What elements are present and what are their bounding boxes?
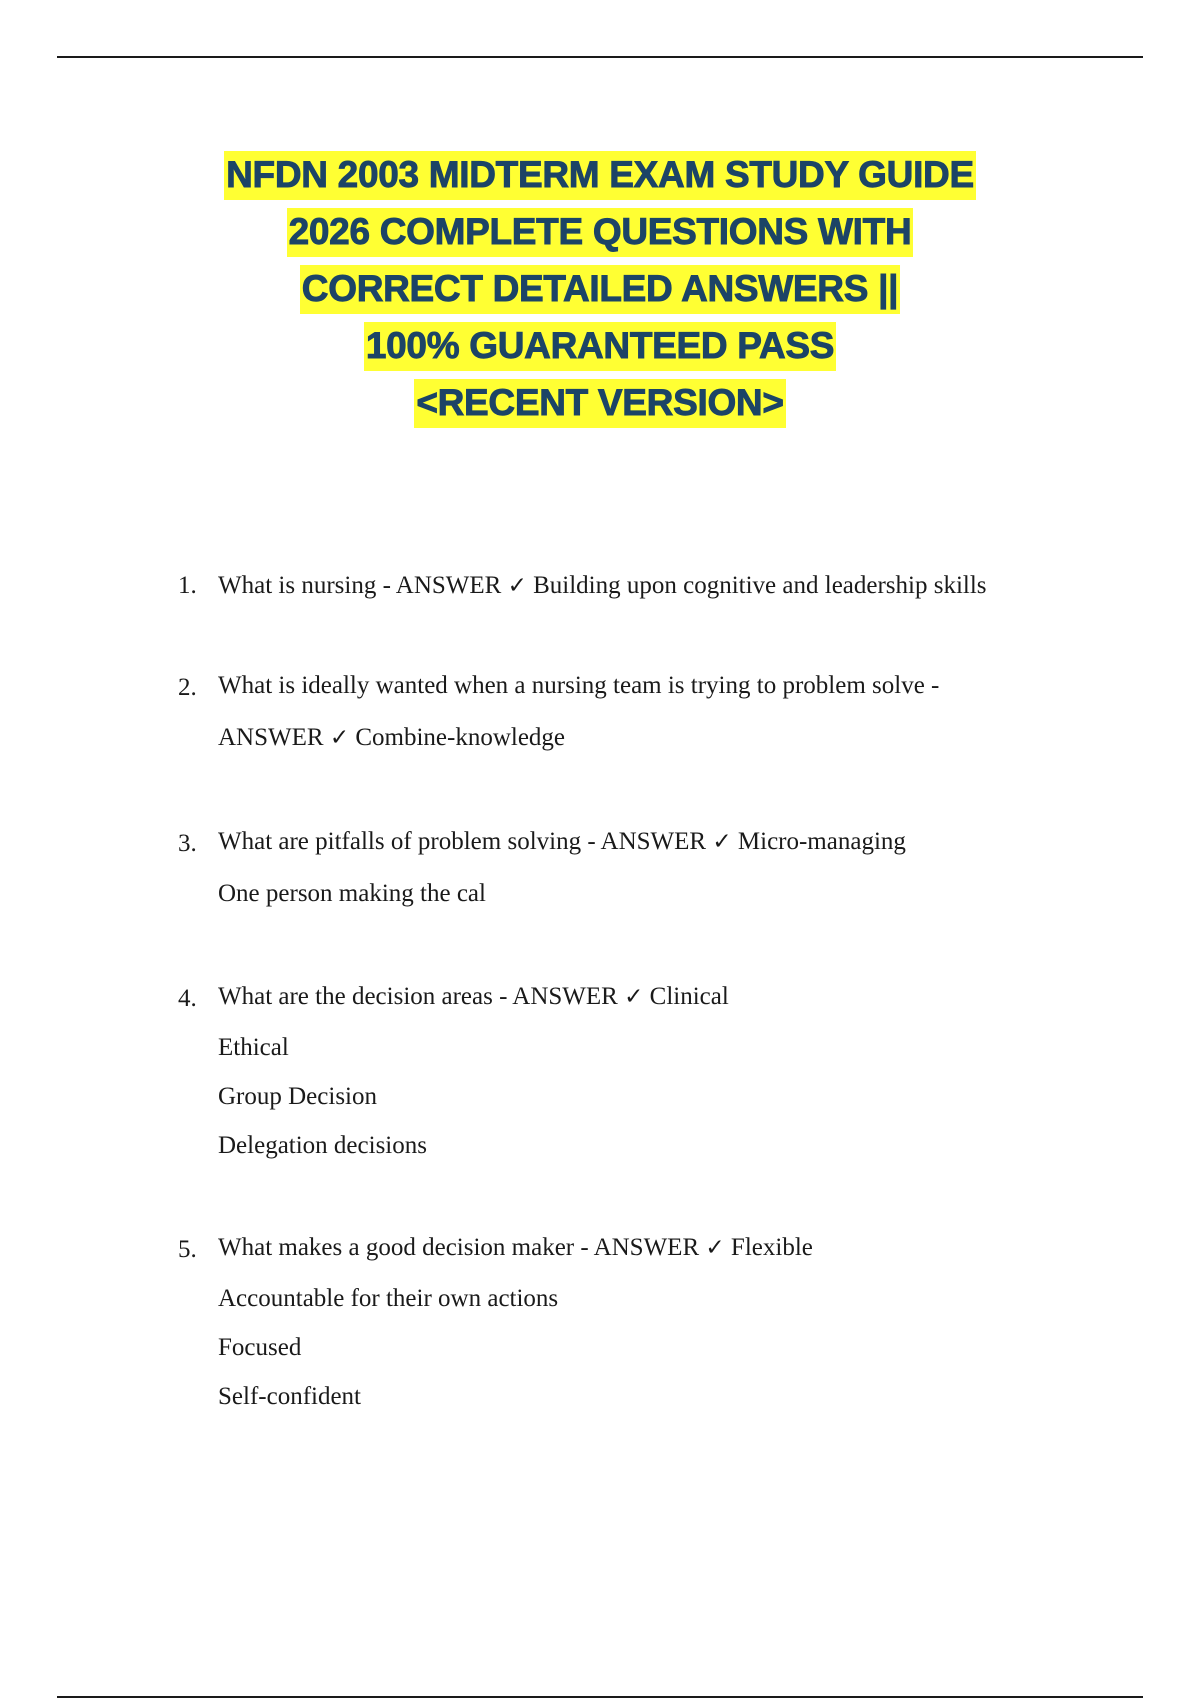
question-line xyxy=(218,572,1138,600)
question-line xyxy=(218,816,1138,868)
check-icon: ✓ xyxy=(507,573,527,599)
question-text: What are pitfalls of problem solving - ANSWER xyxy=(218,828,707,855)
title-line: NFDN 2003 MIDTERM EXAM STUDY GUIDE xyxy=(0,146,1200,203)
answer-line: Accountable for their own actions xyxy=(218,1285,559,1312)
answer-text: Combine-knowledge xyxy=(355,724,566,751)
question-line xyxy=(218,712,1138,764)
answer-line: Ethical xyxy=(218,1034,289,1061)
check-icon: ✓ xyxy=(624,984,644,1010)
question-number: 5. xyxy=(178,1236,197,1263)
answer-text: Flexible xyxy=(730,1234,813,1261)
question-number: 2. xyxy=(178,674,197,701)
answer-text: Micro-managing xyxy=(737,828,906,855)
question-text: What is ideally wanted when a nursing team is trying to problem solve - xyxy=(218,672,940,699)
title-line: <RECENT VERSION> xyxy=(0,374,1200,431)
question-text-block xyxy=(218,830,1138,920)
question-line xyxy=(218,971,1138,1023)
question-text-cont: ANSWER xyxy=(218,724,324,751)
question-number: 3. xyxy=(178,830,197,857)
bottom-rule xyxy=(57,1696,1143,1698)
top-rule xyxy=(57,56,1143,58)
document-title xyxy=(0,146,1200,431)
question-text: What makes a good decision maker - ANSWER xyxy=(218,1234,700,1261)
question-text: What is nursing - ANSWER xyxy=(218,572,502,599)
question-number: 1. xyxy=(178,572,197,599)
question-text-block xyxy=(218,1236,1138,1421)
title-line: 2026 COMPLETE QUESTIONS WITH xyxy=(0,203,1200,260)
answer-line: Delegation decisions xyxy=(218,1132,427,1159)
check-icon: ✓ xyxy=(329,725,350,751)
question-text: What are the decision areas - ANSWER xyxy=(218,983,618,1010)
answer-line: Self-confident xyxy=(218,1383,362,1410)
check-icon: ✓ xyxy=(705,1235,725,1261)
question-line xyxy=(218,660,1138,712)
answer-line: Focused xyxy=(218,1334,302,1361)
answer-line: One person making the cal xyxy=(218,880,486,907)
question-text-block xyxy=(218,572,1138,600)
title-line: 100% GUARANTEED PASS xyxy=(0,317,1200,374)
answer-text: Building upon cognitive and leadership skills xyxy=(533,572,987,599)
answer-text: Clinical xyxy=(649,983,729,1010)
check-icon: ✓ xyxy=(712,829,732,855)
question-text-block xyxy=(218,985,1138,1170)
answer-line: Group Decision xyxy=(218,1083,377,1110)
question-line xyxy=(218,1222,1138,1274)
title-line: CORRECT DETAILED ANSWERS || xyxy=(0,260,1200,317)
question-text-block xyxy=(218,674,1138,764)
question-number: 4. xyxy=(178,985,197,1012)
